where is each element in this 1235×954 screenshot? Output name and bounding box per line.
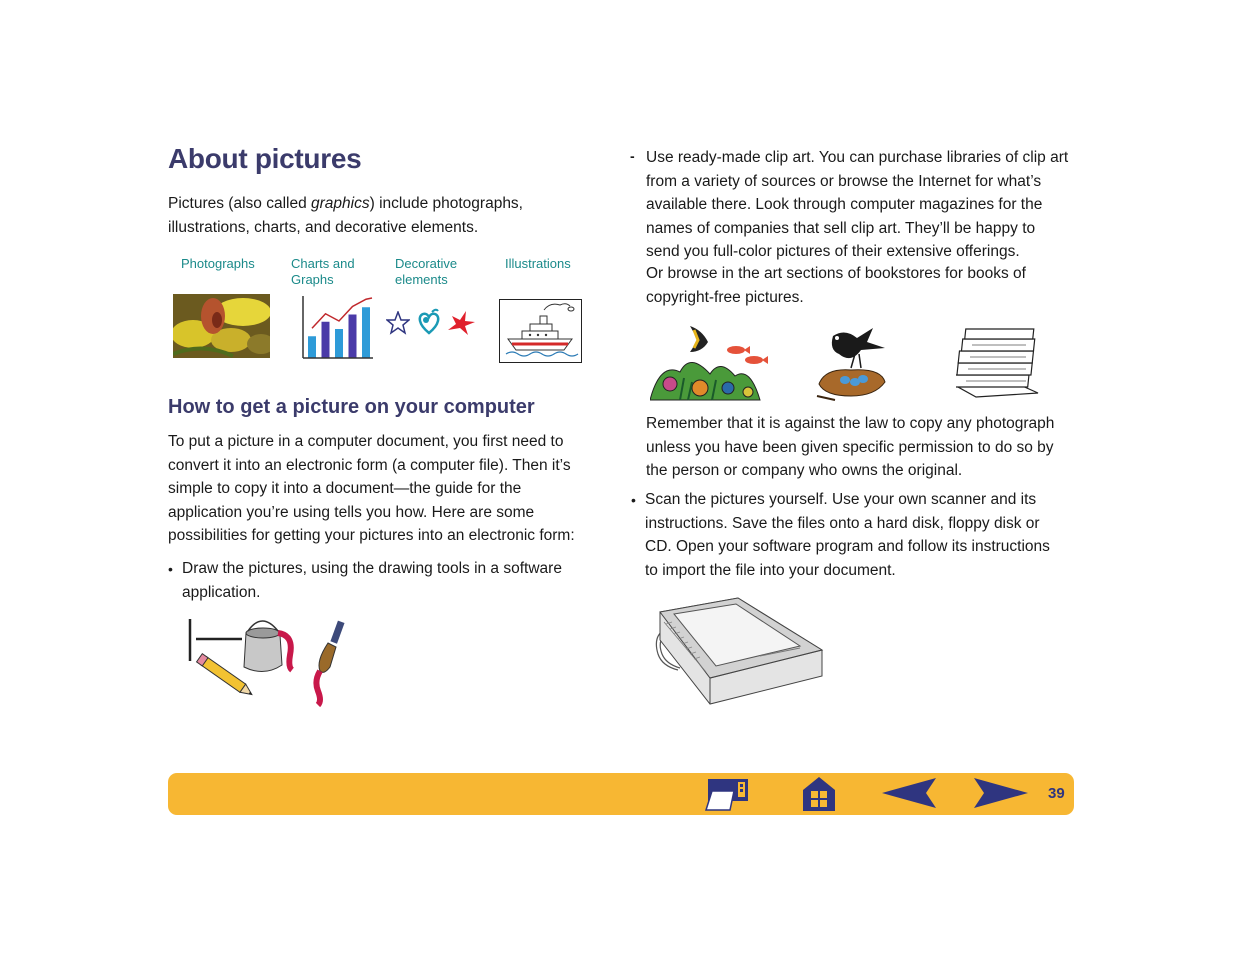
bullet-scan-text: Scan the pictures yourself. Use your own scanner and its instructions. Save the files onto a hard disk, floppy disk or CD. Open your software program and follow its instructions to import the file into your document. [645, 491, 1050, 579]
chart-graph-icon [300, 296, 375, 360]
bullet-marker-clipart: - [630, 148, 635, 164]
clipart-bird-nest-image [815, 324, 890, 402]
illustration-ship-image [499, 299, 582, 363]
chart-icon-bar [362, 307, 370, 358]
page-number: 39 [1048, 785, 1065, 802]
decorative-heart-icon [416, 308, 442, 336]
page-title: About pictures [168, 143, 362, 174]
bullet-marker-draw: • [168, 561, 173, 577]
bullet-draw-text: Draw the pictures, using the drawing tools in a software application. [182, 560, 562, 601]
section-body: To put a picture in a computer document, you first need to convert it into an electronic form (a computer file). Then it’s simple to copy it into a document—the guide for the application you’re using tells you how. Here are some possibilities for getting your pictures into an electronic form: [168, 433, 575, 544]
bullet-clipart-text: Use ready-made clip art. You can purchase libraries of clip art from a variety of sources or browse the Internet for what’s available there. Look through computer magazines for the names of companies that sell clip art. They’ll be happy to send you full-color pictures of their extensive offerings. [646, 149, 1069, 260]
category-decorative: Decorative elements [395, 256, 458, 287]
intro-paragraph: Pictures (also called graphics) include photographs, illustrations, charts, and decorative elements. [168, 195, 523, 236]
back-arrow-icon[interactable] [880, 776, 938, 810]
category-illustrations: Illustrations [505, 256, 571, 271]
chart-icon-bar [322, 322, 330, 358]
chart-icon-bar [349, 315, 357, 359]
printer-icon[interactable] [704, 777, 750, 811]
photograph-flower-image [173, 294, 270, 358]
clipart-fish-reef-image [650, 322, 770, 402]
category-photographs: Photographs [181, 256, 255, 271]
category-charts: Charts and Graphs [291, 256, 355, 287]
section-heading: How to get a picture on your computer [168, 396, 535, 418]
bullet-marker-scan: • [631, 492, 636, 508]
law-paragraph: Remember that it is against the law to copy any photograph unless you have been given specific permission to do so by the person or company who owns the original. [646, 415, 1055, 479]
navigation-bar [168, 773, 1074, 815]
drawing-tools-image [184, 615, 354, 707]
bullet-clipart-text-2: Or browse in the art sections of bookstores for books of copyright-free pictures. [646, 265, 1026, 306]
chart-icon-bar [308, 336, 316, 358]
scanner-image [650, 594, 828, 706]
clipart-money-stack-image [956, 327, 1040, 399]
chart-icon-bar [335, 329, 343, 358]
home-icon[interactable] [802, 776, 836, 812]
decorative-burst-icon [446, 310, 476, 336]
decorative-star-icon [386, 311, 410, 335]
intro-italic: graphics [311, 195, 370, 212]
forward-arrow-icon[interactable] [972, 776, 1030, 810]
